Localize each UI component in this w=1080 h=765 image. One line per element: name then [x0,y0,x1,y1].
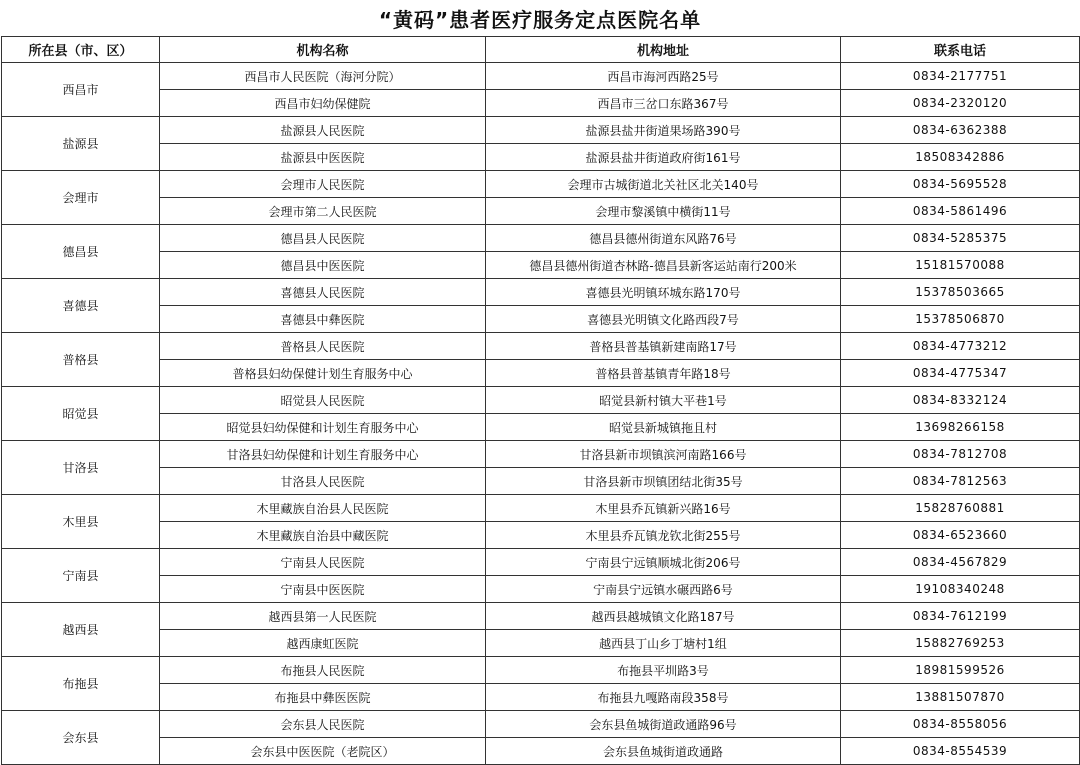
document-title: “黄码”患者医疗服务定点医院名单 [378,8,702,32]
header-county: 所在县（市、区） [2,37,160,63]
phone-cell: 15378506870 [841,306,1080,333]
institution-address-cell: 昭觉县新城镇拖且村 [486,414,841,441]
table-row [2,657,1080,684]
institution-name-cell: 布拖县中彝医医院 [160,684,486,711]
table-row [2,738,1080,765]
county-cell: 宁南县 [2,549,160,603]
phone-cell: 0834-4567829 [841,549,1080,576]
table-row [2,171,1080,198]
county-cell: 木里县 [2,495,160,549]
institution-address-cell: 德昌县德州街道东风路76号 [486,225,841,252]
institution-name-cell: 甘洛县人民医院 [160,468,486,495]
header-institution-name: 机构名称 [160,37,486,63]
table-row [2,576,1080,603]
county-cell: 越西县 [2,603,160,657]
institution-name-cell: 普格县妇幼保健计划生育服务中心 [160,360,486,387]
phone-cell: 0834-8554539 [841,738,1080,765]
county-cell: 甘洛县 [2,441,160,495]
table-row [2,360,1080,387]
institution-name-cell: 木里藏族自治县中藏医院 [160,522,486,549]
phone-cell: 18981599526 [841,657,1080,684]
table-header-row [2,37,1080,63]
table-row [2,495,1080,522]
phone-cell: 13881507870 [841,684,1080,711]
institution-address-cell: 西昌市海河西路25号 [486,63,841,90]
phone-cell: 0834-6362388 [841,117,1080,144]
table-row [2,117,1080,144]
county-cell: 布拖县 [2,657,160,711]
phone-cell: 13698266158 [841,414,1080,441]
institution-name-cell: 越西县第一人民医院 [160,603,486,630]
phone-cell: 0834-4773212 [841,333,1080,360]
institution-name-cell: 会东县中医医院（老院区） [160,738,486,765]
table-row [2,225,1080,252]
header-institution-address: 机构地址 [486,37,841,63]
table-row [2,549,1080,576]
phone-cell: 0834-7812708 [841,441,1080,468]
phone-cell: 15882769253 [841,630,1080,657]
institution-name-cell: 会理市第二人民医院 [160,198,486,225]
institution-address-cell: 宁南县宁远镇顺城北街206号 [486,549,841,576]
institution-name-cell: 西昌市妇幼保健院 [160,90,486,117]
county-cell: 会理市 [2,171,160,225]
table-row [2,630,1080,657]
phone-cell: 18508342886 [841,144,1080,171]
institution-address-cell: 越西县越城镇文化路187号 [486,603,841,630]
phone-cell: 15181570088 [841,252,1080,279]
phone-cell: 0834-5285375 [841,225,1080,252]
phone-cell: 0834-7812563 [841,468,1080,495]
county-cell: 昭觉县 [2,387,160,441]
phone-cell: 0834-8332124 [841,387,1080,414]
institution-name-cell: 会东县人民医院 [160,711,486,738]
county-cell: 德昌县 [2,225,160,279]
institution-name-cell: 喜德县中彝医院 [160,306,486,333]
institution-name-cell: 甘洛县妇幼保健和计划生育服务中心 [160,441,486,468]
phone-cell: 0834-2177751 [841,63,1080,90]
institution-address-cell: 普格县普基镇青年路18号 [486,360,841,387]
phone-cell: 19108340248 [841,576,1080,603]
institution-name-cell: 宁南县人民医院 [160,549,486,576]
table-row [2,144,1080,171]
phone-cell: 0834-5695528 [841,171,1080,198]
table-row [2,333,1080,360]
institution-name-cell: 木里藏族自治县人民医院 [160,495,486,522]
table-row [2,387,1080,414]
table-body [2,63,1080,765]
table-row [2,711,1080,738]
institution-name-cell: 越西康虹医院 [160,630,486,657]
institution-address-cell: 甘洛县新市坝镇滨河南路166号 [486,441,841,468]
table-row [2,468,1080,495]
institution-address-cell: 会理市古城街道北关社区北关140号 [486,171,841,198]
institution-name-cell: 昭觉县人民医院 [160,387,486,414]
institution-address-cell: 盐源县盐井街道政府街161号 [486,144,841,171]
institution-address-cell: 木里县乔瓦镇龙钦北街255号 [486,522,841,549]
table-row [2,279,1080,306]
institution-address-cell: 德昌县德州街道杏林路-德昌县新客运站南行200米 [486,252,841,279]
institution-address-cell: 木里县乔瓦镇新兴路16号 [486,495,841,522]
phone-cell: 15828760881 [841,495,1080,522]
table-row [2,252,1080,279]
institution-address-cell: 宁南县宁远镇水碾西路6号 [486,576,841,603]
hospital-table [1,36,1080,765]
institution-address-cell: 西昌市三岔口东路367号 [486,90,841,117]
county-cell: 普格县 [2,333,160,387]
institution-name-cell: 普格县人民医院 [160,333,486,360]
institution-name-cell: 布拖县人民医院 [160,657,486,684]
institution-address-cell: 甘洛县新市坝镇团结北街35号 [486,468,841,495]
county-cell: 会东县 [2,711,160,765]
institution-address-cell: 盐源县盐井街道果场路390号 [486,117,841,144]
table-row [2,90,1080,117]
table-row [2,306,1080,333]
table-row [2,441,1080,468]
phone-cell: 0834-4775347 [841,360,1080,387]
table-row [2,684,1080,711]
table-row [2,414,1080,441]
institution-name-cell: 盐源县人民医院 [160,117,486,144]
institution-name-cell: 昭觉县妇幼保健和计划生育服务中心 [160,414,486,441]
county-cell: 喜德县 [2,279,160,333]
table-row [2,198,1080,225]
phone-cell: 15378503665 [841,279,1080,306]
table-row [2,522,1080,549]
phone-cell: 0834-5861496 [841,198,1080,225]
institution-address-cell: 会理市黎溪镇中横街11号 [486,198,841,225]
phone-cell: 0834-7612199 [841,603,1080,630]
institution-name-cell: 会理市人民医院 [160,171,486,198]
phone-cell: 0834-6523660 [841,522,1080,549]
table-row [2,603,1080,630]
institution-name-cell: 宁南县中医医院 [160,576,486,603]
institution-address-cell: 普格县普基镇新建南路17号 [486,333,841,360]
institution-name-cell: 西昌市人民医院（海河分院） [160,63,486,90]
institution-name-cell: 盐源县中医医院 [160,144,486,171]
county-cell: 西昌市 [2,63,160,117]
institution-address-cell: 喜德县光明镇环城东路170号 [486,279,841,306]
header-phone: 联系电话 [841,37,1080,63]
institution-name-cell: 喜德县人民医院 [160,279,486,306]
institution-address-cell: 喜德县光明镇文化路西段7号 [486,306,841,333]
institution-address-cell: 布拖县平圳路3号 [486,657,841,684]
institution-address-cell: 会东县鱼城街道政通路 [486,738,841,765]
institution-address-cell: 昭觉县新村镇大平巷1号 [486,387,841,414]
institution-name-cell: 德昌县中医医院 [160,252,486,279]
county-cell: 盐源县 [2,117,160,171]
institution-address-cell: 越西县丁山乡丁塘村1组 [486,630,841,657]
table-row [2,63,1080,90]
phone-cell: 0834-2320120 [841,90,1080,117]
institution-name-cell: 德昌县人民医院 [160,225,486,252]
institution-address-cell: 布拖县九嘎路南段358号 [486,684,841,711]
institution-address-cell: 会东县鱼城街道政通路96号 [486,711,841,738]
phone-cell: 0834-8558056 [841,711,1080,738]
